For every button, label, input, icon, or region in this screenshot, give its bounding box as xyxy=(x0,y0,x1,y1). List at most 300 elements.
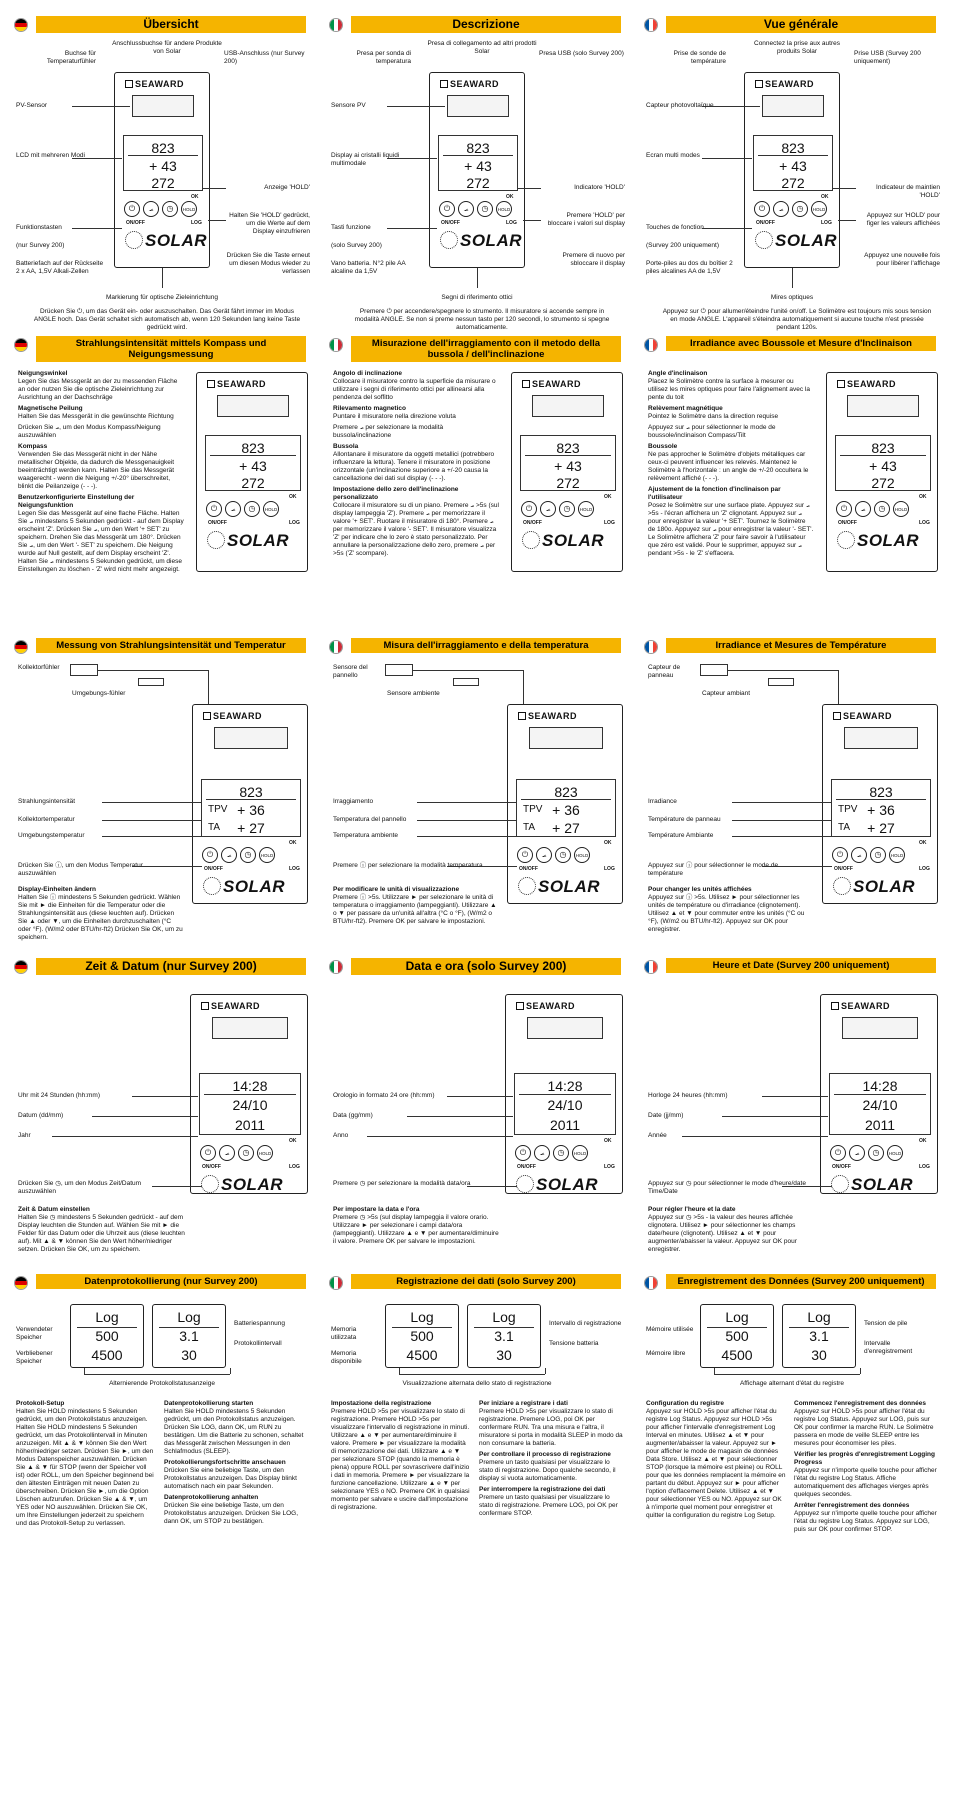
log-value: Log xyxy=(177,1309,201,1325)
brand-text: SEAWARD xyxy=(526,1001,576,1011)
paragraph-heading: Datenprotokollierung starten xyxy=(164,1400,254,1407)
function-keys xyxy=(754,201,827,217)
instruction-text xyxy=(646,1400,786,1523)
log-status-display-1 xyxy=(70,1304,144,1368)
instruction-text xyxy=(794,1400,940,1537)
paragraph-heading: Configuration du registre xyxy=(646,1400,724,1407)
log-value: 4500 xyxy=(721,1347,753,1363)
solar-text: SOLAR xyxy=(460,231,522,250)
callout-label: Mémoire utilisée xyxy=(646,1326,694,1333)
callout-label: USB-Anschluss (nur Survey 200) xyxy=(224,50,305,65)
power-key[interactable]: ⏻ xyxy=(521,501,537,517)
tilt-key[interactable]: ⦟ xyxy=(540,501,556,517)
seaward-logo xyxy=(440,79,499,90)
paragraph xyxy=(164,1494,310,1526)
power-key[interactable]: ⏻ xyxy=(754,201,770,217)
leader-line xyxy=(792,268,793,288)
paragraph xyxy=(479,1400,625,1448)
tilt-key[interactable]: ⦟ xyxy=(855,501,871,517)
ok-label: OK xyxy=(821,194,829,200)
tilt-key[interactable]: ⦟ xyxy=(849,1145,865,1161)
onoff-label: ON/OFF xyxy=(519,866,538,872)
flag-stripe xyxy=(653,339,657,351)
section-title: Übersicht xyxy=(36,16,306,33)
onoff-label: ON/OFF xyxy=(202,1164,221,1170)
instruction-text xyxy=(331,1400,471,1515)
leader-line xyxy=(447,1096,513,1097)
hold-key[interactable] xyxy=(893,501,909,517)
leader-line xyxy=(387,106,445,107)
sun-logo-icon xyxy=(755,231,773,249)
paragraph-body: Placez le Solimètre contre la surface à mesurer ou utilisez les mires optiques pour faire l'alignement avec la pente du toit xyxy=(648,378,811,401)
hold-key[interactable] xyxy=(572,1145,588,1161)
callout-label: LCD mit mehreren Modi xyxy=(16,152,85,159)
clock-key[interactable]: ◷ xyxy=(874,501,890,517)
log-divider xyxy=(159,1327,219,1328)
paragraph-body: Premere HOLD >5s per visualizzare lo stato di registrazione. Premere LOG, poi OK per confermare RUN. Tra una misura e l'altra, il misuratore si porta in modalità SLEEP in modo da non consumare la batteria. xyxy=(479,1408,623,1447)
callout-label: (Survey 200 uniquement) xyxy=(646,242,719,249)
log-label: LOG xyxy=(289,1164,300,1170)
leader-line xyxy=(413,670,523,671)
paragraph xyxy=(18,1206,188,1254)
logo-mark-icon xyxy=(516,1002,524,1010)
instruction-text xyxy=(648,1206,818,1257)
leader-line xyxy=(682,1136,828,1137)
callout-label: Connectez la prise aux autres produits Solar xyxy=(754,40,840,55)
callout-label: Capteur de panneau xyxy=(648,664,681,679)
lcd-value: + 43 xyxy=(464,157,492,174)
lcd-divider xyxy=(519,1094,611,1095)
logo-mark-icon xyxy=(518,712,526,720)
paragraph xyxy=(18,424,184,440)
leader-line xyxy=(208,220,226,221)
callout-label: Visualizzazione alternata dello stato di registrazione xyxy=(402,1380,552,1387)
power-key[interactable]: ⏻ xyxy=(515,1145,531,1161)
log-label: LOG xyxy=(604,1164,615,1170)
lcd-value: 272 xyxy=(151,175,175,191)
flag-fr-icon xyxy=(644,640,658,654)
clock-key[interactable]: ◷ xyxy=(792,201,808,217)
paragraph-body: Appuyez sur ◷ >5s - la valeur des heures affichée clignotera. Utilisez ► pour sélectionner les champs date/heure (clignotent). Utilisez ▲ et ▼ pour augmenter/abaisser la valeur. Appuyez sur OK pour enregistrer. xyxy=(648,1214,797,1253)
hold-label: HOLD xyxy=(264,507,278,512)
clock-key[interactable]: ◷ xyxy=(477,201,493,217)
paragraph xyxy=(18,405,184,421)
instruction-text xyxy=(16,1400,156,1531)
section-title: Misura dell'irraggiamento e della temperatura xyxy=(351,638,621,653)
lcd-value: 823 xyxy=(241,440,265,456)
section-title: Irradiance avec Boussole et Mesure d'Inclinaison xyxy=(666,336,936,351)
paragraph-heading: Impostazione dello zero dell'inclinazione personalizzato xyxy=(333,486,459,501)
lcd-value: 823 xyxy=(239,784,263,800)
brand-text: SEAWARD xyxy=(217,379,267,389)
log-value: 30 xyxy=(811,1347,827,1363)
callout-label: Uhr mit 24 Stunden (hh:mm) xyxy=(18,1092,101,1099)
solar-logo xyxy=(522,531,604,552)
paragraph-body: Halten Sie ⓘ mindestens 5 Sekunden gedrückt. Wählen Sie mit ► die Einheiten für die Temperatur oder die Strahlungsintensität aus (diese leuchten auf). Drücken Sie ▲ oder ▼, um die Einheiten durchzuschalten (°C oder °F). (W/m2 oder BTU/hr-ft2) Drücken Sie OK, um zu speichern. xyxy=(18,894,183,941)
paragraph-body: Collocare il misuratore su di un piano. Premere ⦟ >5s (sul display lampeggia 'Z'). Premere ⦟ per memorizzare il valore '+ SET'. Ruotare il misuratore di 180°. Premere ⦟ per memorizzare il valore '- SET'. Il misuratore visualizza 'Z' per indicare che lo zero è stato personalizzato. Per annullare la personalizzazione dello zero, premere ⦟ per >5s ('Z' scompare). xyxy=(333,502,499,557)
leader-line xyxy=(52,1136,198,1137)
hold-key[interactable] xyxy=(496,201,512,217)
paragraph-body: Appuyez sur ⦟ pour sélectionner le mode de boussole/inclinaison Compass/Tilt xyxy=(648,424,776,439)
paragraph-heading: Per modificare le unità di visualizzazione xyxy=(333,886,460,893)
power-key[interactable]: ⏻ xyxy=(124,201,140,217)
section-title: Zeit & Datum (nur Survey 200) xyxy=(36,958,306,975)
sun-logo-icon xyxy=(522,531,540,549)
paragraph xyxy=(333,886,499,926)
paragraph xyxy=(333,405,499,421)
paragraph-body: Premere un tasto qualsiasi per visualizzare lo stato di registrazione. Dopo qualche secondo, il display si vuota automaticamente. xyxy=(479,1459,616,1482)
hold-label: HOLD xyxy=(579,507,593,512)
clock-key[interactable]: ◷ xyxy=(244,501,260,517)
callout-label: Premere di nuovo per sbloccare il display xyxy=(562,252,625,267)
callout-label: (nur Survey 200) xyxy=(16,242,65,249)
ok-label: OK xyxy=(919,840,927,846)
clock-key[interactable]: ◷ xyxy=(553,1145,569,1161)
leader-line xyxy=(132,1096,198,1097)
brand-text: SEAWARD xyxy=(847,379,897,389)
power-key[interactable]: ⏻ xyxy=(439,201,455,217)
section-title: Irradiance et Mesures de Température xyxy=(666,638,936,653)
panel-sensor xyxy=(700,664,728,676)
callout-label: Premere 'HOLD' per bloccare i valori sul display xyxy=(547,212,625,227)
clock-key[interactable]: ◷ xyxy=(162,201,178,217)
seaward-logo xyxy=(831,1001,890,1012)
flag-it-icon xyxy=(329,1276,343,1290)
clock-key[interactable]: ◷ xyxy=(559,501,575,517)
paragraph-heading: Datenprotokollierung anhalten xyxy=(164,1494,259,1501)
log-value: 500 xyxy=(725,1328,749,1344)
hold-key[interactable] xyxy=(574,847,590,863)
leader-line xyxy=(728,670,838,671)
leader-line xyxy=(832,188,856,189)
log-label: LOG xyxy=(919,1164,930,1170)
callout-label: Display ai cristalli liquidi multimodale xyxy=(331,152,400,167)
lcd-display xyxy=(835,435,931,491)
callout-label: Capteur photovoltaïque xyxy=(646,102,714,109)
callout-label: Appuyez sur ⏻ pour allumer/éteindre l'unité on/off. Le Solimètre est toujours mis sous tension en mode ANGLE. L'appareil s'éteindra automatiquement si aucune touche n'est pressée pendant 120s. xyxy=(662,308,932,331)
hold-key[interactable] xyxy=(263,501,279,517)
leader-line xyxy=(732,836,832,837)
lcd-value: 823 xyxy=(781,140,805,156)
tilt-key[interactable]: ⦟ xyxy=(225,501,241,517)
tilt-key[interactable]: ⦟ xyxy=(219,1145,235,1161)
flag-de-icon xyxy=(14,18,28,32)
onoff-label: ON/OFF xyxy=(834,866,853,872)
hold-label: HOLD xyxy=(812,207,826,212)
callout-label: Markierung für optische Zieleinrichtung xyxy=(106,294,218,301)
leader-line xyxy=(838,670,839,704)
callout-label: Sensore ambiente xyxy=(387,690,440,697)
callout-label: Année xyxy=(648,1132,667,1139)
instruction-text xyxy=(18,886,184,945)
clock-key[interactable]: ◷ xyxy=(868,1145,884,1161)
solar-logo xyxy=(207,531,289,552)
pv-sensor-window xyxy=(447,95,508,117)
paragraph-heading: Kompass xyxy=(18,443,48,450)
paragraph-heading: Arrêter l'enregistrement des données xyxy=(794,1502,910,1509)
flag-it-icon xyxy=(329,18,343,32)
tilt-key[interactable]: ⦟ xyxy=(458,201,474,217)
callout-label: Segni di riferimento ottici xyxy=(441,294,513,301)
log-label: LOG xyxy=(506,220,517,226)
paragraph-heading: Relèvement magnétique xyxy=(648,405,723,412)
leader-line xyxy=(545,1368,546,1374)
onoff-label: ON/OFF xyxy=(126,220,145,226)
section-title: Misurazione dell'irraggiamento con il metodo della bussola / dell'inclinazione xyxy=(351,336,621,362)
power-key[interactable]: ⏻ xyxy=(830,1145,846,1161)
flag-de-icon xyxy=(14,960,28,974)
paragraph xyxy=(16,1400,156,1528)
log-label: LOG xyxy=(604,866,615,872)
flag-fr-icon xyxy=(644,960,658,974)
callout-label: Mires optiques xyxy=(770,294,814,301)
paragraph-body: Premere ⦟ per selezionare la modalità bussola/inclinazione xyxy=(333,424,444,439)
paragraph-heading: Angle d'inclinaison xyxy=(648,370,708,377)
log-label: LOG xyxy=(919,866,930,872)
paragraph xyxy=(794,1502,940,1534)
solar-text: SOLAR xyxy=(857,531,919,550)
section-title: Descrizione xyxy=(351,16,621,33)
flag-stripe xyxy=(338,641,342,653)
paragraph xyxy=(333,1206,503,1246)
power-key[interactable]: ⏻ xyxy=(202,847,218,863)
paragraph-body: Posez le Solimètre sur une surface plate. Appuyez sur ⦟ >5s - l'écran affichera un 'Z' clignotant. Appuyez sur ⦟ pour enregistrer la valeur '+ SET'. Tournez le Solimètre de 180o. Appuyez sur ⦟ pour enregistrer la valeur '- SET'. Le Solimètre affichera 'Z' pour faire savoir à l'utilisateur que zéro est validé. Pour le supprimer, appuyez sur ⦟ pendant >5s - le 'Z' s'effacera. xyxy=(648,502,814,557)
hold-label: HOLD xyxy=(258,1151,272,1156)
clock-key[interactable]: ◷ xyxy=(240,847,256,863)
clock-key[interactable]: ◷ xyxy=(555,847,571,863)
clock-key[interactable]: ◷ xyxy=(870,847,886,863)
paragraph-heading: Angolo di inclinazione xyxy=(333,370,402,377)
log-value: 30 xyxy=(181,1347,197,1363)
function-keys xyxy=(206,501,279,517)
seaward-logo xyxy=(755,79,814,90)
log-value: 500 xyxy=(410,1328,434,1344)
paragraph-body: Allontanare il misuratore da oggetti metallici (potrebbero influenzare la lettura). Tenere il misuratore in posizione orizzontale (un'inclinazione superiore a +/-20 causa la cancellazione dei dati sul display (- - -). xyxy=(333,451,495,482)
callout-label: Memoria utilizzata xyxy=(331,1326,357,1341)
solar-text: SOLAR xyxy=(775,231,837,250)
paragraph xyxy=(18,494,184,574)
paragraph-heading: Rilevamento magnetico xyxy=(333,405,406,412)
leader-line xyxy=(714,1368,715,1374)
paragraph xyxy=(648,886,814,934)
log-label: LOG xyxy=(289,520,300,526)
log-value: 4500 xyxy=(91,1347,123,1363)
pv-sensor-window xyxy=(132,95,193,117)
paragraph-heading: Commencez l'enregistrement des données xyxy=(794,1400,926,1407)
callout-label: Datum (dd/mm) xyxy=(18,1112,64,1119)
lcd-value: 272 xyxy=(781,175,805,191)
lcd-unit-label: TPV xyxy=(523,804,543,816)
tilt-key[interactable]: ⦟ xyxy=(221,847,237,863)
hold-key[interactable] xyxy=(811,201,827,217)
brand-text: SEAWARD xyxy=(841,1001,891,1011)
solar-logo xyxy=(125,231,207,252)
callout-label: Kollektortemperatur xyxy=(18,816,75,823)
paragraph-heading: Vérifier les progrès d'enregistrement Logging Progress xyxy=(794,1451,935,1466)
callout-label: Mémoire libre xyxy=(646,1350,686,1357)
lcd-display xyxy=(520,435,616,491)
tilt-key[interactable]: ⦟ xyxy=(536,847,552,863)
ambient-sensor xyxy=(453,678,479,686)
leader-line xyxy=(399,1368,400,1374)
paragraph-body: Appuyez sur HOLD >5s pour afficher l'état du registre Log Status. Appuyez sur HOLD >5s pour afficher l'intervalle d'enregistrement Log Interval en minutes. Utilisez ▲ et ▼ pour augmenter/abaisser la valeur. Appuyez sur ► pour afficher le mode de magasin de données Data Store. Utilisez ▲ et ▼ pour sélectionner STOP (lorsque la mémoire est pleine) ou ROLL pour que les données remplacent la mémoire en partant du début. Appuyez sur ► pour afficher l'option d'effacement Delete. Utilisez ▲ et ▼ pour sélectionner YES ou NO. Appuyez sur OK à n'importe quel moment pour enregistrer et quitter la configuration du registre Log Setup. xyxy=(646,1408,786,1519)
sun-logo-icon xyxy=(201,1175,219,1193)
hold-key[interactable] xyxy=(578,501,594,517)
seaward-logo xyxy=(125,79,184,90)
callout-label: Drücken Sie ⓘ, um den Modus Temperatur auszuwählen xyxy=(18,862,143,877)
callout-label: Data (gg/mm) xyxy=(333,1112,373,1119)
seaward-logo xyxy=(522,379,581,390)
sun-logo-icon xyxy=(125,231,143,249)
hold-key[interactable] xyxy=(181,201,197,217)
ok-label: OK xyxy=(919,1138,927,1144)
seaward-logo xyxy=(207,379,266,390)
paragraph-body: Appuyez sur n'importe quelle touche pour afficher l'état du registre Log Status. Appuyez sur LOG, puis sur OK pour confirmer STOP. xyxy=(794,1510,937,1533)
paragraph-body: Halten Sie HOLD mindestens 5 Sekunden gedrückt, um den Protokollstatus anzuzeigen. Halten Sie HOLD mindestens 5 Sekunden gedrückt, um das Protokollintervall in Minuten anzuzeigen. Mit ▲ & ▼ können Sie den Wert höher/niedriger setzen. Drücken Sie ►, um den Modus Datenspeicher auszuwählen. Drücken Sie ▲ & ▼ für STOP (wenn der Speicher voll ist) oder ROLL, um den Speicher beginnend bei den ältesten Einträgen mit neuen Daten zu überschreiben. Drücken Sie ►, um die Option Löschen aufzurufen. Drücken Sie ▲ & ▼, um YES oder NO auszuwählen. Drücken Sie OK, um Ihre Einstellungen jederzeit zu speichern und das Protokoll-Setup zu verlassen. xyxy=(16,1408,154,1527)
leader-line xyxy=(838,220,856,221)
leader-line xyxy=(702,158,752,159)
instruction-text xyxy=(479,1400,625,1521)
clock-key[interactable]: ◷ xyxy=(238,1145,254,1161)
logo-mark-icon xyxy=(207,380,215,388)
ok-label: OK xyxy=(604,1138,612,1144)
leader-line xyxy=(407,1116,513,1117)
lcd-value: 2011 xyxy=(234,1116,266,1133)
panel-sensor xyxy=(70,664,98,676)
section-header xyxy=(642,1270,942,1302)
power-key[interactable]: ⏻ xyxy=(832,847,848,863)
hold-key[interactable] xyxy=(887,1145,903,1161)
paragraph xyxy=(18,443,184,491)
solar-logo xyxy=(837,531,919,552)
function-keys xyxy=(439,201,512,217)
seaward-logo xyxy=(516,1001,575,1012)
solar-text: SOLAR xyxy=(145,231,207,250)
function-keys xyxy=(515,1145,588,1161)
callout-label: Appuyez sur ◷ pour sélectionner le mode d'heure/date Time/Date xyxy=(648,1180,806,1195)
meter-device xyxy=(114,72,210,268)
log-value: 3.1 xyxy=(179,1328,199,1344)
flag-stripe xyxy=(338,19,342,31)
solar-logo xyxy=(831,1175,913,1196)
callout-label: Prise de sonde de température xyxy=(673,50,726,65)
leader-line xyxy=(387,158,437,159)
pv-sensor-window xyxy=(217,395,289,417)
pv-sensor-window xyxy=(527,1017,603,1039)
leader-line xyxy=(417,836,517,837)
power-key[interactable]: ⏻ xyxy=(200,1145,216,1161)
lcd-divider xyxy=(758,155,828,156)
brand-text: SEAWARD xyxy=(213,711,263,721)
leader-line xyxy=(132,866,202,867)
brand-text: SEAWARD xyxy=(211,1001,261,1011)
leader-line xyxy=(447,866,517,867)
callout-label: Anzeige 'HOLD' xyxy=(264,184,310,191)
callout-label: Intervalle d'enregistrement xyxy=(864,1340,913,1355)
paragraph-heading: Bussola xyxy=(333,443,359,450)
paragraph-body: Halten Sie das Messgerät in die gewünschte Richtung xyxy=(18,413,174,420)
log-status-display-2 xyxy=(152,1304,226,1368)
log-status-display-2 xyxy=(782,1304,856,1368)
solar-logo xyxy=(201,1175,283,1196)
leader-line xyxy=(208,670,209,704)
leader-line xyxy=(732,820,832,821)
meter-device xyxy=(196,372,308,572)
section-title: Vue générale xyxy=(666,16,936,33)
hold-key[interactable] xyxy=(889,847,905,863)
hold-label: HOLD xyxy=(260,853,274,858)
leader-line xyxy=(523,220,541,221)
power-key[interactable]: ⏻ xyxy=(836,501,852,517)
leader-line xyxy=(477,268,478,288)
callout-label: Premere ◷ per selezionare la modalità data/ora xyxy=(333,1180,471,1187)
tilt-key[interactable]: ⦟ xyxy=(534,1145,550,1161)
hold-key[interactable] xyxy=(257,1145,273,1161)
flag-stripe xyxy=(338,1277,342,1289)
hold-label: HOLD xyxy=(497,207,511,212)
log-value: 500 xyxy=(95,1328,119,1344)
hold-label: HOLD xyxy=(182,207,196,212)
paragraph xyxy=(648,486,814,558)
section-header xyxy=(12,634,312,666)
lcd-value: 272 xyxy=(466,175,490,191)
callout-label: Drücken Sie ◷, um den Modus Zeit/Datum auszuwählen xyxy=(18,1180,142,1195)
callout-label: Temperatura del pannello xyxy=(333,816,407,823)
tilt-key[interactable]: ⦟ xyxy=(143,201,159,217)
callout-label: Memoria disponibile xyxy=(331,1350,362,1365)
leader-line xyxy=(102,836,202,837)
paragraph-body: Appuyez sur ⓘ >5s. Utilisez ► pour sélectionner les unités de température ou d'irradiance (clignotement). Utilisez ▲ et ▼ pour commuter entre les unités (°C ou °F), (W/m2 ou BTU/hr-ft2). Appuyez sur OK pour enregistrer. xyxy=(648,894,805,933)
lcd-unit-label: TPV xyxy=(838,804,858,816)
log-status-display-1 xyxy=(700,1304,774,1368)
tilt-key[interactable]: ⦟ xyxy=(851,847,867,863)
paragraph xyxy=(479,1486,625,1518)
callout-label: Drücken Sie die Taste erneut um diesen Modus wieder zu verlassen xyxy=(226,252,310,275)
leader-line xyxy=(230,1368,231,1374)
log-value: 30 xyxy=(496,1347,512,1363)
solar-logo xyxy=(440,231,522,252)
lcd-value: 823 xyxy=(466,140,490,156)
lcd-divider xyxy=(206,799,296,800)
hold-key[interactable] xyxy=(259,847,275,863)
section-title: Data e ora (solo Survey 200) xyxy=(351,958,621,975)
solar-text: SOLAR xyxy=(538,877,600,896)
solar-text: SOLAR xyxy=(221,1175,283,1194)
onoff-label: ON/OFF xyxy=(756,220,775,226)
pv-sensor-window xyxy=(842,1017,918,1039)
tilt-key[interactable]: ⦟ xyxy=(773,201,789,217)
lcd-value: 823 xyxy=(871,440,895,456)
power-key[interactable]: ⏻ xyxy=(206,501,222,517)
paragraph xyxy=(333,424,499,440)
callout-label: Affichage alternant d'état du registre xyxy=(739,1380,845,1387)
ambient-sensor xyxy=(768,678,794,686)
lcd-unit-label: TA xyxy=(523,822,536,834)
brand-text: SEAWARD xyxy=(528,711,578,721)
paragraph xyxy=(648,1206,818,1254)
leader-line xyxy=(722,1116,828,1117)
section-header xyxy=(642,332,942,364)
power-key[interactable]: ⏻ xyxy=(517,847,533,863)
lcd-value: + 43 xyxy=(869,457,897,474)
lcd-divider xyxy=(840,455,926,456)
section-header xyxy=(327,332,627,364)
paragraph-body: Drücken Sie eine beliebige Taste, um den Protokollstatus anzuzeigen. Drücken Sie LOG, dann OK, um STOP zu bestätigen. xyxy=(164,1502,299,1525)
function-keys xyxy=(832,847,905,863)
leader-line xyxy=(702,106,760,107)
lcd-display xyxy=(753,135,833,191)
log-value: 3.1 xyxy=(494,1328,514,1344)
